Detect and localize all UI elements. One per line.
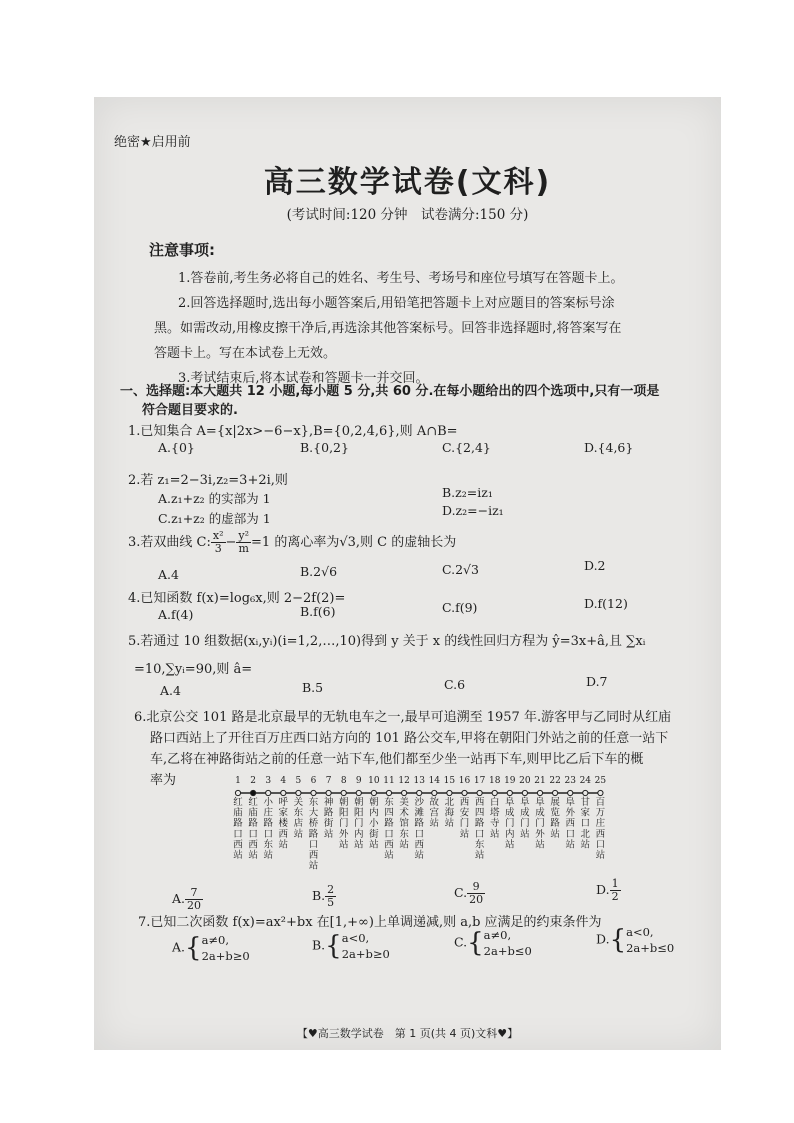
route-stop-name: 朝阳门外站	[338, 797, 349, 851]
route-stop-name: 北海站	[444, 797, 455, 830]
q3-x-denominator: 3	[214, 542, 222, 555]
route-stop-marker	[326, 790, 331, 795]
q7-c-cond2: 2a+b≤0	[483, 944, 532, 958]
route-stop-name: 白塔寺站	[489, 797, 500, 840]
route-stop-name: 展览路站	[550, 797, 560, 840]
route-stop-marker	[477, 790, 482, 795]
q7-option-b-conditions	[342, 930, 390, 962]
route-stop-name: 西四路口东站	[474, 797, 485, 861]
route-stop-name: 阜外西口站	[565, 797, 575, 851]
route-stop-number: 18	[488, 776, 501, 786]
q3-option-a: A.4	[158, 567, 179, 582]
q5-option-c: C.6	[444, 677, 466, 692]
left-brace-icon: {	[185, 933, 202, 963]
route-stop-number: 9	[355, 776, 362, 786]
notice-line: 2.回答选择题时,选出每小题答案后,用铅笔把答题卡上对应题目的答案标号涂	[178, 296, 615, 311]
q7-option-a-conditions	[202, 932, 250, 964]
q6-option-c-fraction	[467, 881, 485, 906]
route-stop-marker	[462, 790, 467, 795]
route-stop-number: 25	[594, 776, 607, 786]
left-brace-icon: {	[325, 931, 342, 961]
route-stop-marker	[553, 790, 558, 795]
q7-option-a-label: A.	[172, 939, 186, 955]
route-stop-name: 故宫站	[429, 797, 440, 830]
route-stop-number: 16	[458, 776, 471, 786]
q4-option-a: A.f(4)	[158, 607, 194, 622]
q7-d-cond1: a<0,	[626, 925, 654, 939]
route-stop-name: 甘家口北站	[580, 797, 591, 851]
q1-option-b: B.{0,2}	[300, 440, 349, 455]
q6-stem-line: 率为	[150, 773, 177, 788]
route-stop-marker	[447, 790, 452, 795]
route-stop-marker	[402, 790, 407, 795]
route-stop-number: 6	[310, 776, 317, 786]
confidential-mark: 绝密★启用前	[114, 135, 191, 150]
route-stop-number: 22	[549, 776, 561, 786]
route-stop-number: 1	[235, 776, 241, 786]
q1-option-d: D.{4,6}	[584, 440, 634, 455]
route-stop-name: 东四路口西站	[384, 797, 394, 861]
route-stop-marker	[266, 790, 271, 795]
route-stop-marker	[251, 790, 256, 795]
q7-option-d	[596, 924, 674, 956]
q7-option-b	[312, 930, 390, 962]
q4-option-c: C.f(9)	[442, 600, 478, 615]
q5-option-b: B.5	[302, 680, 324, 695]
q2-option-d: D.z₂=−iz₁	[442, 503, 504, 518]
q7-option-d-conditions	[626, 924, 674, 956]
q7-option-c-label: C.	[454, 934, 468, 950]
route-stop-name: 朝内小街站	[369, 797, 379, 851]
q4-option-b: B.f(6)	[300, 604, 336, 619]
route-stop-name: 东大桥路口西站	[308, 797, 319, 871]
q3-option-b: B.2√6	[300, 564, 338, 579]
q7-option-b-label: B.	[312, 937, 326, 953]
route-stop-number: 15	[443, 776, 456, 786]
route-stop-number: 24	[579, 776, 592, 786]
route-stop-marker	[568, 790, 573, 795]
q6-d-denominator: 2	[611, 890, 619, 903]
q7-d-cond2: 2a+b≤0	[626, 941, 675, 955]
route-stop-name: 神路街站	[323, 797, 334, 840]
q7-option-c	[454, 927, 532, 959]
notice-heading: 注意事项:	[149, 241, 215, 259]
q3-option-c: C.2√3	[442, 562, 479, 577]
route-stop-name: 红庙路口西站	[233, 797, 243, 861]
route-stop-number: 10	[368, 776, 380, 786]
q3-stem-suffix: =1 的离心率为√3,则 C 的虚轴长为	[251, 535, 457, 550]
q6-option-b-label: B.	[312, 888, 326, 903]
route-stop-number: 23	[564, 776, 576, 786]
q7-b-cond2: 2a+b≥0	[341, 947, 390, 961]
q6-a-numerator: 7	[185, 887, 203, 900]
route-stop-marker	[235, 790, 240, 795]
q6-stem-line: 路口西站上了开往百万庄西口站方向的 101 路公交车,甲将在朝阳门外站之前的任意一站下	[150, 731, 669, 746]
q6-stem-line: 车,乙将在神路街站之前的任意一站下车,他们都至少坐一站再下车,则甲比乙后下车的概	[150, 752, 644, 767]
route-stop-name: 朝阳门内站	[354, 797, 364, 851]
left-brace-icon: {	[609, 925, 627, 955]
notice-line: 3.考试结束后,将本试卷和答题卡一并交回。	[178, 371, 429, 386]
route-stop-marker	[432, 790, 437, 795]
q6-d-numerator: 1	[611, 877, 619, 890]
route-stop-name: 红庙路口西站	[248, 797, 258, 861]
q3-y-numerator: y²	[238, 529, 250, 542]
q5-stem-line1: 5.若通过 10 组数据(xᵢ,yᵢ)(i=1,2,…,10)得到 y 关于 x 的线性回归方程为 ŷ=3x+â,且 ∑xᵢ	[128, 634, 646, 649]
route-stop-name: 美术馆东站	[399, 797, 409, 851]
q6-option-b-fraction	[325, 884, 336, 909]
q3-fraction-x	[211, 530, 226, 555]
exam-subtitle: (考试时间:120 分钟 试卷满分:150 分)	[286, 207, 529, 223]
bus-route-diagram	[228, 771, 618, 871]
route-stop-name: 关东店站	[293, 797, 304, 840]
route-stop-marker	[341, 790, 346, 795]
q6-a-denominator: 20	[187, 899, 202, 912]
q2-option-c: C.z₁+z₂ 的虚部为 1	[158, 511, 271, 526]
route-stop-number: 11	[383, 776, 395, 786]
route-stop-name: 呼家楼西站	[278, 797, 289, 851]
q7-b-cond1: a<0,	[341, 931, 370, 945]
q6-c-denominator: 20	[469, 893, 484, 906]
q7-a-cond1: a≠0,	[201, 933, 230, 947]
q1-stem: 1.已知集合 A={x|2x>−6−x},B={0,2,4,6},则 A∩B=	[128, 424, 458, 439]
route-stop-name: 阜成门站	[520, 797, 530, 840]
q6-option-c-label: C.	[454, 885, 468, 900]
route-stop-number: 2	[250, 776, 256, 786]
q6-option-a-label: A.	[172, 891, 186, 906]
section-heading-cont: 符合题目要求的.	[142, 403, 238, 418]
q2-option-a: A.z₁+z₂ 的实部为 1	[158, 491, 271, 506]
notice-line: 1.答卷前,考生务必将自己的姓名、考生号、考场号和座位号填写在答题卡上。	[178, 271, 624, 286]
route-stop-name: 沙滩路口西站	[414, 797, 424, 861]
q6-option-d-fraction	[610, 878, 621, 903]
q4-option-d: D.f(12)	[584, 596, 628, 611]
q1-option-a: A.{0}	[158, 440, 195, 455]
q6-c-numerator: 9	[467, 881, 485, 894]
q7-option-d-label: D.	[596, 931, 610, 947]
q6-b-denominator: 5	[327, 896, 335, 909]
route-stop-marker	[311, 790, 316, 795]
route-stop-marker	[492, 790, 497, 795]
route-stop-marker	[417, 790, 422, 795]
q3-minus: −	[225, 535, 237, 550]
q2-option-b: B.z₂=iz₁	[442, 485, 493, 500]
q5-stem-line2: =10,∑yᵢ=90,则 â=	[134, 662, 253, 677]
q6-option-d-label: D.	[596, 882, 610, 897]
route-stop-number: 4	[280, 776, 287, 786]
route-stop-marker	[507, 790, 512, 795]
q6-stem-line: 6.北京公交 101 路是北京最早的无轨电车之一,最早可追溯至 1957 年.游客甲与乙同时从红庙	[134, 710, 672, 725]
q7-stem: 7.已知二次函数 f(x)=ax²+bx 在[1,+∞)上单调递减,则 a,b 应满足的约束条件为	[138, 915, 602, 930]
route-stop-number: 13	[413, 776, 425, 786]
route-stop-marker	[386, 790, 391, 795]
q7-a-cond2: 2a+b≥0	[201, 949, 250, 963]
q7-option-a	[172, 932, 250, 964]
q6-option-a-fraction	[185, 887, 203, 912]
notice-line: 黑。如需改动,用橡皮擦干净后,再选涂其他答案标号。回答非选择题时,将答案写在	[154, 321, 622, 336]
exam-title: 高三数学试卷(文科)	[263, 165, 552, 200]
route-stop-number: 20	[519, 776, 531, 786]
q3-fraction-y	[236, 530, 251, 555]
q3-option-d: D.2	[584, 558, 606, 573]
q7-c-cond1: a≠0,	[483, 928, 512, 942]
section-heading: 一、选择题:本大题共 12 小题,每小题 5 分,共 60 分.在每小题给出的四个选项中,只有一项是	[120, 384, 660, 399]
q5-option-a: A.4	[160, 683, 181, 698]
route-stop-number: 5	[295, 776, 302, 786]
route-stop-number: 8	[340, 776, 347, 786]
route-stop-name: 西安门站	[459, 797, 470, 840]
route-stop-marker	[296, 790, 301, 795]
route-stop-number: 21	[534, 776, 546, 786]
route-stop-name: 小庄路口东站	[263, 797, 273, 861]
route-stop-marker	[522, 790, 527, 795]
q5-option-d: D.7	[586, 674, 608, 689]
route-stop-marker	[356, 790, 361, 795]
q6-option-c	[454, 881, 485, 906]
q3-stem	[128, 530, 456, 555]
route-stop-marker	[281, 790, 286, 795]
route-stop-marker	[583, 790, 588, 795]
route-stop-number: 3	[265, 776, 272, 786]
route-stop-number: 12	[398, 776, 410, 786]
route-stop-number: 7	[325, 776, 332, 786]
route-stop-marker	[371, 790, 376, 795]
route-stop-number: 14	[428, 776, 441, 786]
q3-y-denominator: m	[238, 542, 249, 555]
q4-stem: 4.已知函数 f(x)=log₆x,则 2−2f(2)=	[128, 591, 346, 606]
route-stop-name: 百万庄西口站	[595, 797, 606, 861]
q6-b-numerator: 2	[327, 883, 335, 896]
notice-line: 答题卡上。写在本试卷上无效。	[154, 346, 337, 361]
q6-option-a	[172, 887, 203, 912]
route-stop-marker	[598, 790, 603, 795]
route-stop-number: 17	[473, 776, 486, 786]
q3-stem-prefix: 3.若双曲线 C:	[128, 535, 211, 550]
page-footer: 【♥高三数学试卷 第 1 页(共 4 页)文科♥】	[296, 1027, 519, 1040]
route-stop-marker	[537, 790, 542, 795]
route-stop-name: 阜成门内站	[505, 797, 515, 851]
q6-option-d	[596, 878, 621, 903]
q6-option-b	[312, 884, 336, 909]
left-brace-icon: {	[467, 928, 484, 958]
q1-option-c: C.{2,4}	[442, 440, 491, 455]
q3-x-numerator: x²	[212, 529, 224, 542]
q2-stem: 2.若 z₁=2−3i,z₂=3+2i,则	[128, 473, 288, 488]
route-stop-name: 阜成门外站	[535, 797, 545, 851]
exam-paper	[94, 97, 721, 1050]
q7-option-c-conditions	[484, 927, 532, 959]
route-stop-number: 19	[504, 776, 516, 786]
